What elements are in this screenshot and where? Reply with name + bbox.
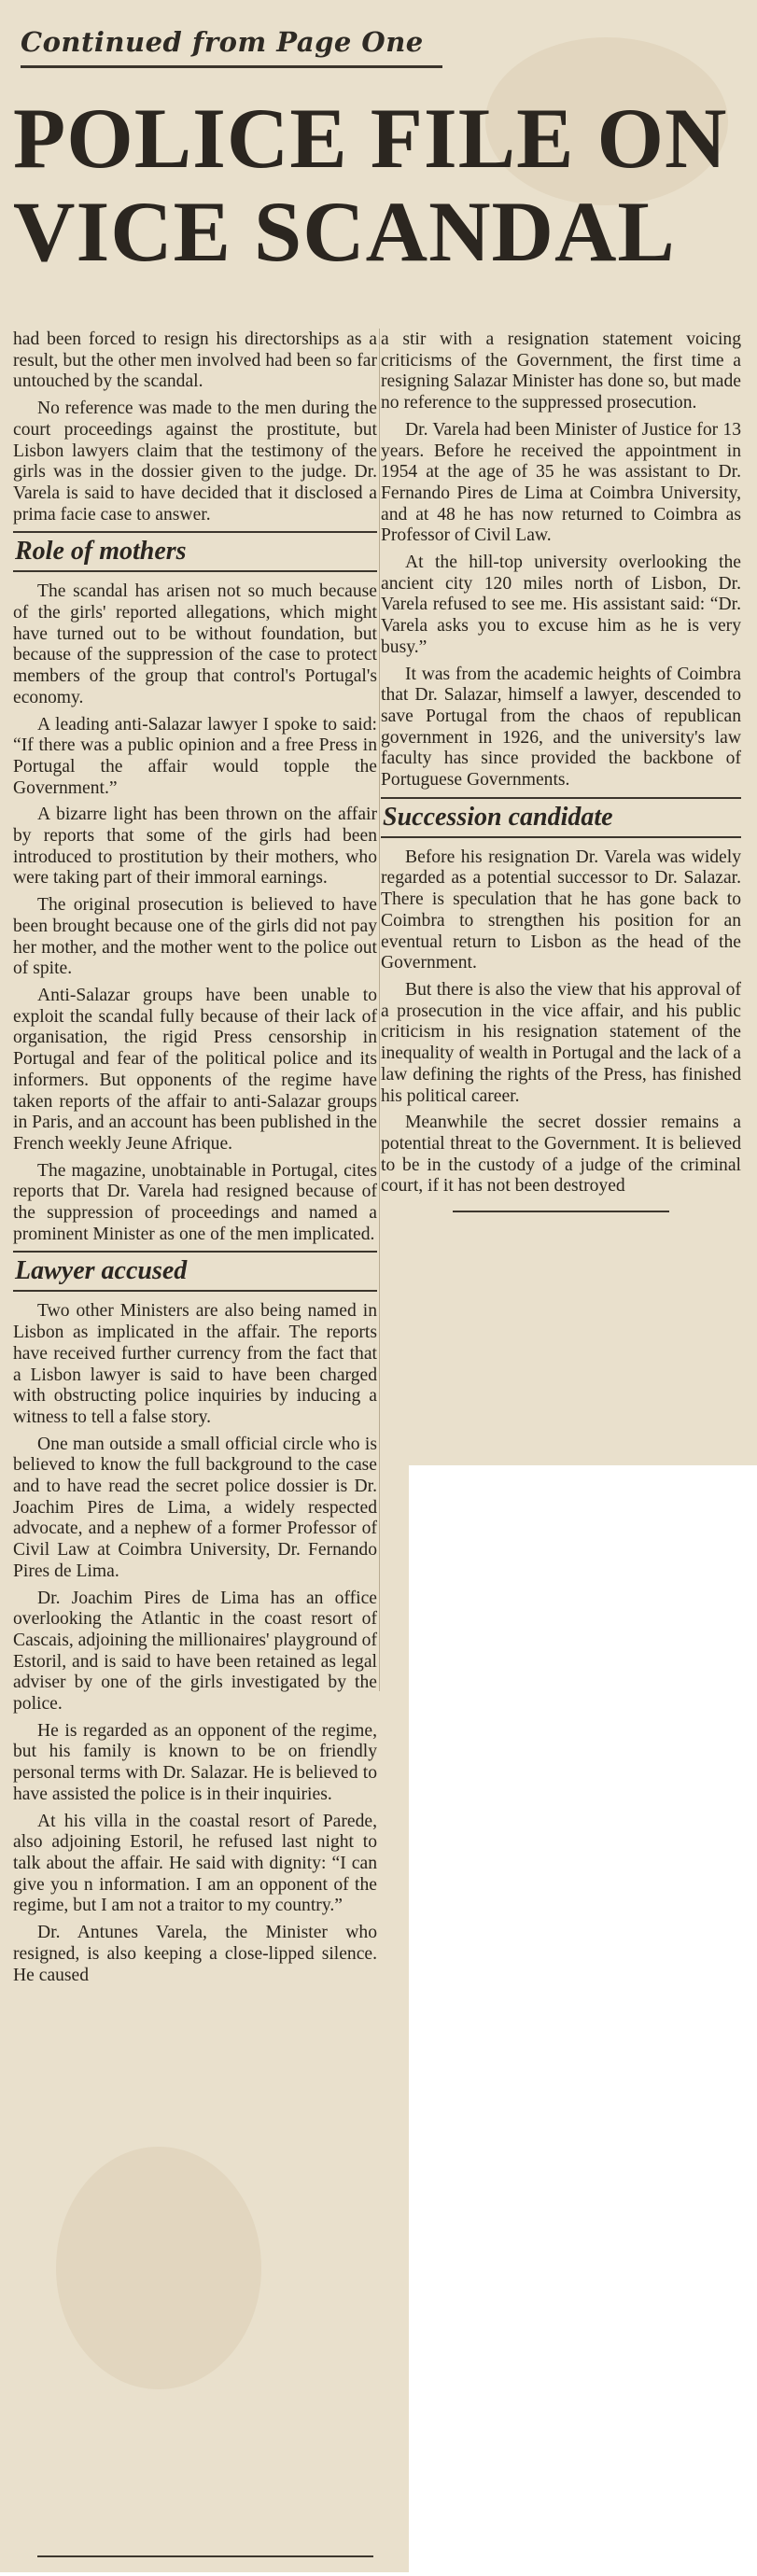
headline: POLICE FILE ON VICE SCANDAL	[13, 91, 728, 279]
column-divider	[379, 329, 380, 1691]
paragraph: A leading anti-Salazar lawyer I spoke to said: “If there was a public opinion and a free Press in Portugal the affair would topple the Government.”	[13, 714, 377, 798]
paragraph: At his villa in the coastal resort of Parede, also adjoining Estoril, he refused last night to talk about the affair. He said with dignity: “I can give you n information. I am an opponent of the regime, but I am not a traitor to my country.”	[13, 1811, 377, 1916]
paragraph: But there is also the view that his approval of a prosecution in the vice affair, and his public criticism in his resignation statement of the inequality of wealth in Portugal and the lack of a law defining the rights of the Press, has finished his political career.	[381, 979, 741, 1106]
paragraph: The magazine, unobtainable in Portugal, cites reports that Dr. Varela had resigned because of the suppression of proceedings and named a prominent Minister as one of the men implicated.	[13, 1160, 377, 1244]
subhead-role-of-mothers: Role of mothers	[13, 531, 377, 572]
paragraph: Dr. Antunes Varela, the Minister who resigned, is also keeping a close-lipped silence. He caused	[13, 1923, 377, 1985]
paragraph: It was from the academic heights of Coimbra that Dr. Salazar, himself a lawyer, descended to save Portugal from the chaos of republican government in 1926, and the university's law faculty has since provided the backbone of Portuguese Governments.	[381, 664, 741, 791]
subhead-succession-candidate: Succession candidate	[381, 797, 741, 838]
bottom-rule	[37, 2555, 373, 2557]
paragraph: At the hill-top university overlooking the ancient city 120 miles north of Lisbon, Dr. Varela refused to see me. His assistant said: “Dr. Varela asks you to excuse him as he is very busy.”	[381, 553, 741, 657]
paragraph: had been forced to resign his directorships as a result, but the other men involved had been so far untouched by the scandal.	[13, 329, 377, 392]
paragraph: One man outside a small official circle who is believed to know the full background to the case and to have read the secret police dossier is Dr. Joachim Pires de Lima, a widely respected advocate, and a nephew of a former Professor of Civil Law at Coimbra University, Dr. Fernando Pires de Lima.	[13, 1434, 377, 1581]
paragraph: A bizarre light has been thrown on the affair by reports that some of the girls had been introduced to prostitution by their mothers, who were taking part of their immoral earnings.	[13, 805, 377, 889]
paragraph: Two other Ministers are also being named in Lisbon as implicated in the affair. The reports have received further currency from the fact that a Lisbon lawyer is said to have been charged with obstructing police inquiries by inducing a witness to tell a false story.	[13, 1301, 377, 1427]
column-2	[381, 329, 741, 1212]
subhead-lawyer-accused: Lawyer accused	[13, 1251, 377, 1292]
continued-kicker: Continued from Page One	[21, 26, 424, 58]
paragraph: a stir with a resignation statement voicing criticisms of the Government, the first time a resigning Salazar Minister has done so, but made no reference to the suppressed prosecution.	[381, 329, 741, 413]
paragraph: Dr. Varela had been Minister of Justice for 13 years. Before he received the appointment in 1954 at the age of 35 he was assistant to Dr. Fernando Pires de Lima at Coimbra University, and at 48 he has now returned to Coimbra as Professor of Civil Law.	[381, 419, 741, 546]
paper-stain	[56, 2147, 261, 2389]
paragraph: The original prosecution is believed to have been brought because one of the girls did not pay her mother, and the mother went to the police out of spite.	[13, 895, 377, 979]
paragraph: Before his resignation Dr. Varela was widely regarded as a potential successor to Dr. Salazar. There is speculation that he has gone back to Coimbra to strengthen his position for an eventual return to Lisbon as the head of the Government.	[381, 847, 741, 973]
paragraph: Anti-Salazar groups have been unable to exploit the scandal fully because of their lack of organisation, the rigid Press censorship in Portugal and fear of the political police and its informers. But opponents of the regime have taken reports of the affair to anti-Salazar groups in Paris, and an account has been published in the French weekly Jeune Afrique.	[13, 985, 377, 1154]
paragraph: Dr. Joachim Pires de Lima has an office overlooking the Atlantic in the coast resort of Cascais, adjoining the millionaires' playground of Estoril, and is said to have been retained as legal adviser by one of the girls investigated by the police.	[13, 1588, 377, 1715]
paragraph: The scandal has arisen not so much because of the girls' reported allegations, which might have turned out to be without foundation, but because of the suppression of the case to protect members of the group that control's Portugal's economy.	[13, 581, 377, 707]
paragraph: No reference was made to the men during the court proceedings against the prostitute, but Lisbon lawyers claim that the testimony of the girls was in the dossier given to the judge. Dr. Varela is said to have decided that it disclosed a prima facie case to answer.	[13, 399, 377, 525]
end-rule	[453, 1211, 669, 1212]
kicker-rule	[21, 65, 442, 68]
column-1	[13, 329, 377, 1992]
paragraph: He is regarded as an opponent of the regime, but his family is known to be on friendly personal terms with Dr. Salazar. He is believed to have assisted the police is in their inquiries.	[13, 1720, 377, 1804]
paragraph: Meanwhile the secret dossier remains a potential threat to the Government. It is believed to be in the custody of a judge of the criminal court, if it has not been destroyed	[381, 1113, 741, 1197]
